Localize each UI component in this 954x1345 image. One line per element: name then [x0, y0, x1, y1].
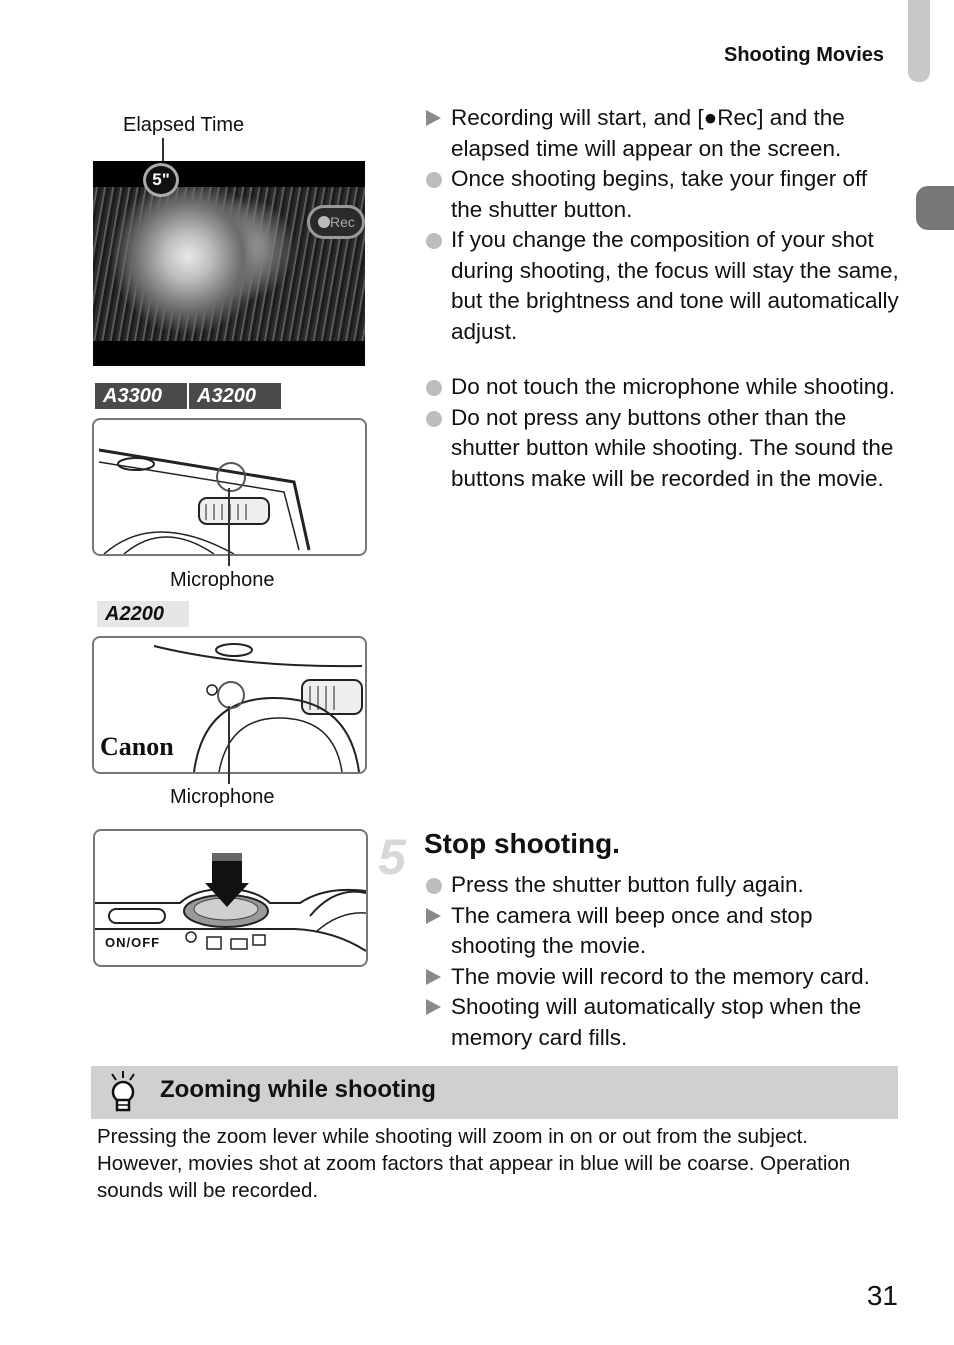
list-item: [426, 992, 902, 1053]
tip-title: Zooming while shooting: [160, 1076, 436, 1103]
triangle-bullet-icon: [426, 110, 441, 126]
dot-bullet-icon: [426, 172, 442, 188]
microphone-caption-2: Microphone: [170, 786, 275, 808]
step-number: 5: [378, 829, 406, 885]
list-item: [426, 901, 902, 962]
rec-indicator: [307, 205, 365, 239]
list-item-text: Do not press any buttons other than the shutter button while shooting. The sound the buttons make will be recorded in the movie.: [451, 404, 894, 491]
chapter-tab-marker: [916, 186, 954, 230]
recording-notes-list: [426, 103, 902, 347]
shutter-button-figure: [93, 829, 368, 967]
list-item-text: Shooting will automatically stop when the memory card fills.: [451, 994, 862, 1050]
list-item: [426, 870, 902, 901]
dot-bullet-icon: [426, 233, 442, 249]
model-badge-a3200: A3200: [189, 383, 281, 409]
list-item-text: The movie will record to the memory card.: [451, 963, 870, 989]
movie-screen-image: [93, 161, 365, 366]
step5-list: [426, 870, 902, 1053]
tip-body: Pressing the zoom lever while shooting will zoom in on or out from the subject. However, movies shot at zoom factors that appear in blue will be coarse. Operation sounds will be recorded.: [97, 1125, 851, 1202]
list-item: [426, 225, 902, 347]
list-item-text: The camera will beep once and stop shooting the movie.: [451, 902, 813, 958]
elapsed-time-caption: Elapsed Time: [123, 114, 245, 136]
triangle-bullet-icon: [426, 999, 441, 1015]
triangle-bullet-icon: [426, 908, 441, 924]
list-item-text: Press the shutter button fully again.: [451, 872, 804, 897]
rec-label: Rec: [330, 214, 355, 230]
microphone-leader-line-1: [228, 488, 230, 566]
page-number: 31: [866, 1280, 898, 1311]
list-item-text: If you change the composition of your shot during shooting, the focus will stay the same, but the brightness and tone will automatically adjust.: [451, 227, 899, 344]
list-item: [426, 403, 902, 495]
list-item-text: Do not touch the microphone while shooting.: [451, 374, 896, 399]
canon-logo: Canon: [100, 732, 174, 761]
rec-dot-icon: [318, 216, 330, 228]
dot-bullet-icon: [426, 411, 442, 427]
list-item: [426, 103, 902, 164]
microphone-leader-line-2: [228, 706, 230, 784]
model-badge-a2200: A2200: [97, 601, 189, 627]
lightbulb-icon: [106, 1070, 140, 1114]
caution-notes-list: [426, 372, 902, 494]
onoff-label: ON/OFF: [105, 935, 161, 950]
model-badge-a3300: A3300: [95, 383, 187, 409]
elapsed-time-display: 5": [143, 163, 179, 197]
list-item: [426, 164, 902, 225]
triangle-bullet-icon: [426, 969, 441, 985]
list-item-text: Recording will start, and [●Rec] and the elapsed time will appear on the screen.: [451, 105, 845, 161]
list-item: [426, 962, 902, 993]
chapter-tab-top: [908, 0, 930, 82]
section-title: Shooting Movies: [724, 44, 884, 66]
dot-bullet-icon: [426, 878, 442, 894]
list-item-text: Once shooting begins, take your finger off the shutter button.: [451, 166, 868, 222]
step-title: Stop shooting.: [424, 828, 620, 859]
list-item: [426, 372, 902, 403]
dot-bullet-icon: [426, 380, 442, 396]
microphone-caption-1: Microphone: [170, 569, 275, 591]
